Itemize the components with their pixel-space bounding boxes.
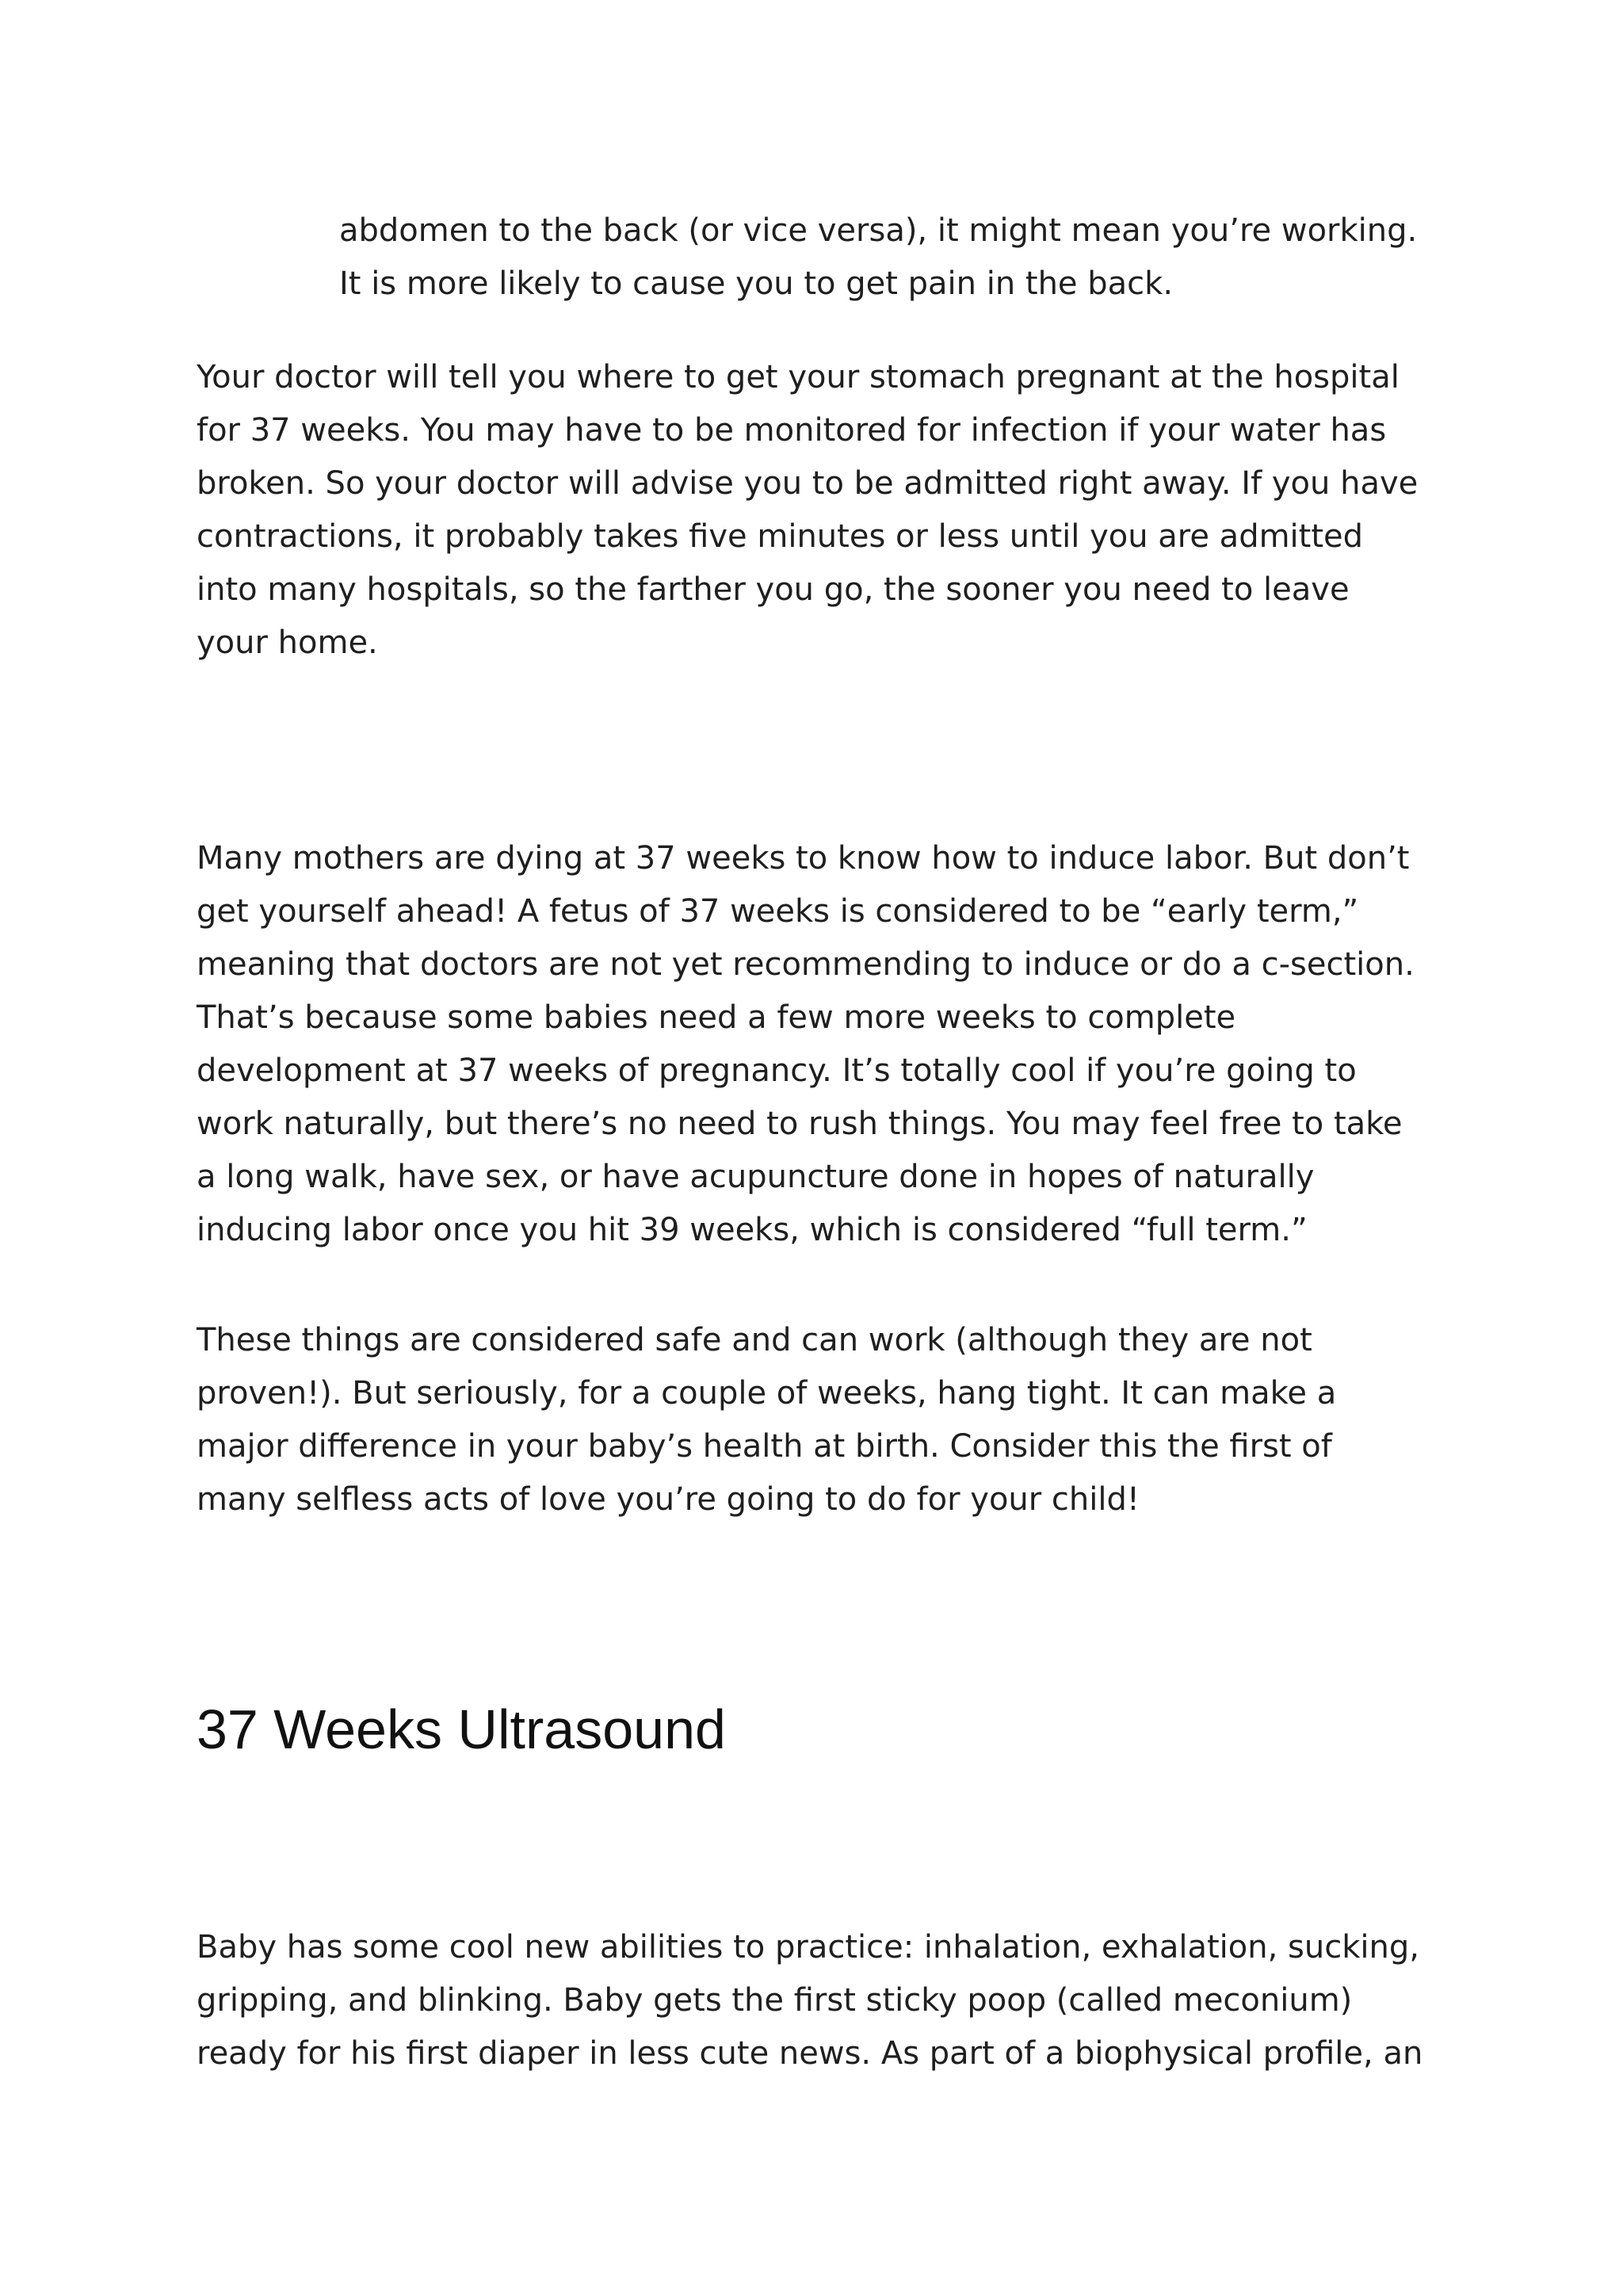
text-line: major difference in your baby’s health at birth. Consider this the first of xyxy=(197,1428,1332,1465)
paragraph-hospital xyxy=(197,351,1418,670)
text-line: for 37 weeks. You may have to be monitored for infection if your water has xyxy=(197,412,1387,449)
text-line: many selfless acts of love you’re going to do for your child! xyxy=(197,1481,1140,1518)
paragraph-induce-labor xyxy=(197,832,1415,1257)
section-heading: 37 Weeks Ultrasound xyxy=(197,1698,726,1760)
text-line: work naturally, but there’s no need to rush things. You may feel free to take xyxy=(197,1106,1403,1142)
text-line: ready for his first diaper in less cute news. As part of a biophysical profile, an xyxy=(197,2035,1423,2072)
text-line: inducing labor once you hit 39 weeks, which is considered “full term.” xyxy=(197,1212,1308,1248)
text-line: meaning that doctors are not yet recommending to induce or do a c-section. xyxy=(197,946,1415,983)
text-line: your home. xyxy=(197,625,378,661)
text-line: contractions, it probably takes five minutes or less until you are admitted xyxy=(197,518,1364,555)
text-line: into many hospitals, so the farther you go, the sooner you need to leave xyxy=(197,571,1350,608)
text-line: Your doctor will tell you where to get your stomach pregnant at the hospital xyxy=(197,359,1400,395)
paragraph-back-pain xyxy=(339,204,1417,311)
text-line: abdomen to the back (or vice versa), it might mean you’re working. xyxy=(339,212,1418,249)
text-line: That’s because some babies need a few more weeks to complete xyxy=(197,999,1236,1036)
text-line: a long walk, have sex, or have acupuncture done in hopes of naturally xyxy=(197,1159,1315,1195)
text-line: Many mothers are dying at 37 weeks to know how to induce labor. But don’t xyxy=(197,840,1410,877)
text-line: proven!). But seriously, for a couple of weeks, hang tight. It can make a xyxy=(197,1375,1337,1412)
paragraph-baby-abilities xyxy=(197,1921,1423,2080)
text-line: get yourself ahead! A fetus of 37 weeks is considered to be “early term,” xyxy=(197,893,1359,930)
text-line: development at 37 weeks of pregnancy. It’s totally cool if you’re going to xyxy=(197,1052,1357,1089)
text-line: It is more likely to cause you to get pain in the back. xyxy=(339,266,1174,302)
paragraph-safe-methods xyxy=(197,1314,1336,1526)
text-line: gripping, and blinking. Baby gets the first sticky poop (called meconium) xyxy=(197,1982,1353,2019)
text-line: Baby has some cool new abilities to practice: inhalation, exhalation, sucking, xyxy=(197,1929,1419,1966)
text-line: broken. So your doctor will advise you to be admitted right away. If you have xyxy=(197,465,1419,502)
text-line: These things are considered safe and can work (although they are not xyxy=(197,1322,1312,1358)
